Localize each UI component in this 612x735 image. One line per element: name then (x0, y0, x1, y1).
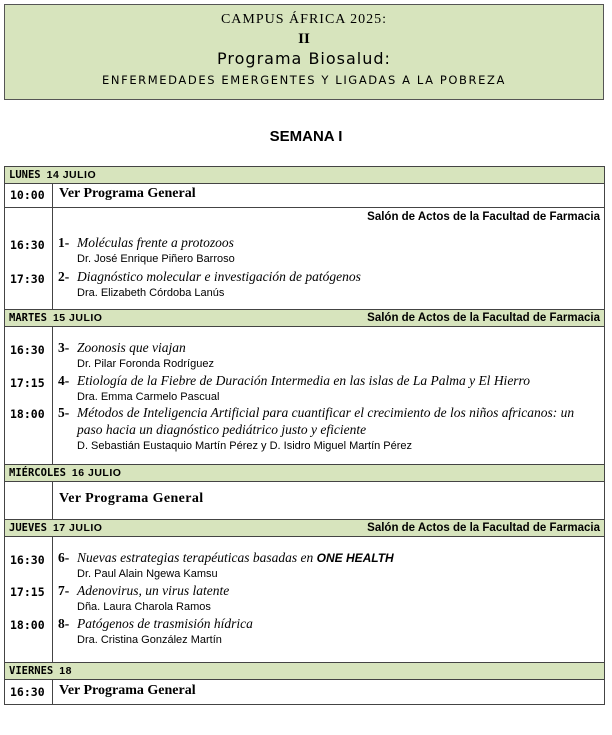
talk-number: 5- (58, 405, 70, 420)
location-label: Salón de Actos de la Facultad de Farmacia (367, 522, 600, 534)
talk-number: 8- (58, 616, 70, 631)
general-program-row (5, 679, 604, 704)
one-health-label: ONE HEALTH (316, 551, 394, 565)
day-header-thursday (5, 519, 604, 536)
time-label: 16:30 (10, 685, 45, 699)
talk-speaker: Dr. Pilar Foronda Rodríguez (77, 358, 214, 370)
general-program-row (5, 481, 604, 519)
talk-title: Nuevas estrategias terapéuticas basadas en ONE HEALTH (77, 550, 394, 565)
talk-speaker: D. Sebastián Eustaquio Martín Pérez y D. Isidro Miguel Martín Pérez (77, 440, 413, 452)
time-label: 18:00 (10, 407, 45, 421)
talk-number: 6- (58, 550, 70, 565)
day-header-monday (5, 167, 604, 183)
day-header-tuesday (5, 309, 604, 326)
day-date: 17 JULIO (52, 522, 103, 534)
time-label: 16:30 (10, 553, 45, 567)
program-subtitle: ENFERMEDADES EMERGENTES Y LIGADAS A LA POBREZA (102, 73, 506, 87)
talk-number: 3- (58, 340, 70, 355)
talk-number: 1- (58, 235, 70, 250)
week-title: SEMANA I (269, 128, 343, 145)
talk-number: 2- (58, 269, 70, 284)
time-label: 18:00 (10, 618, 45, 632)
time-label: 17:30 (10, 272, 45, 286)
general-program-row (5, 183, 604, 207)
talk-number: 4- (58, 373, 70, 388)
general-program-link[interactable]: Ver Programa General (59, 491, 204, 506)
talk-title: Diagnóstico molecular e investigación de patógenos (77, 269, 361, 284)
talk-speaker: Dra. Cristina González Martín (77, 634, 222, 646)
location-label: Salón de Actos de la Facultad de Farmacia (367, 312, 600, 324)
time-label: 10:00 (10, 188, 45, 202)
general-program-link[interactable]: Ver Programa General (59, 683, 196, 698)
day-date: 16 JULIO (71, 467, 122, 479)
day-name: MARTES (9, 312, 47, 324)
talks-block-thursday (5, 536, 604, 662)
day-name: MIÉRCOLES (9, 467, 66, 479)
talk-speaker: Dra. Emma Carmelo Pascual (77, 391, 220, 403)
talk-speaker: Dr. Paul Alain Ngewa Kamsu (77, 568, 218, 580)
program-header (4, 4, 604, 100)
talk-title: Métodos de Inteligencia Artificial para cuantificar el crecimiento de los niños africanos: un paso hacia un diagnóstico pediátrico justo y eficiente (77, 405, 575, 437)
program-title: Programa Biosalud: (217, 49, 391, 68)
edition-number: II (298, 31, 310, 47)
day-name: VIERNES (9, 665, 54, 677)
time-label: 17:15 (10, 585, 45, 599)
talk-speaker: Dña. Laura Charola Ramos (77, 601, 211, 613)
talk-number: 7- (58, 583, 70, 598)
time-label: 16:30 (10, 343, 45, 357)
day-name: JUEVES (9, 522, 47, 534)
day-date: 14 JULIO (46, 169, 97, 181)
day-date: 18 (59, 665, 72, 677)
time-label: 16:30 (10, 238, 45, 252)
time-label: 17:15 (10, 376, 45, 390)
day-header-wednesday (5, 464, 604, 481)
talks-block-monday (5, 207, 604, 309)
talk-title: Zoonosis que viajan (77, 340, 186, 355)
day-header-friday (5, 662, 604, 679)
talk-title: Adenovirus, un virus latente (77, 583, 230, 598)
campus-title: CAMPUS ÁFRICA 2025: (220, 12, 388, 27)
talk-title: Etiología de la Fiebre de Duración Intermedia en las islas de La Palma y El Hierro (77, 373, 531, 388)
talk-title: Patógenos de trasmisión hídrica (77, 616, 253, 631)
talks-block-tuesday (5, 326, 604, 464)
schedule-table (4, 166, 605, 705)
general-program-link[interactable]: Ver Programa General (59, 186, 196, 201)
talk-speaker: Dr. José Enrique Piñero Barroso (77, 253, 235, 265)
talk-title: Moléculas frente a protozoos (77, 235, 234, 250)
day-date: 15 JULIO (52, 312, 103, 324)
day-name: LUNES (9, 169, 41, 181)
location-label: Salón de Actos de la Facultad de Farmacia (367, 211, 600, 223)
talk-speaker: Dra. Elizabeth Córdoba Lanús (77, 287, 225, 299)
